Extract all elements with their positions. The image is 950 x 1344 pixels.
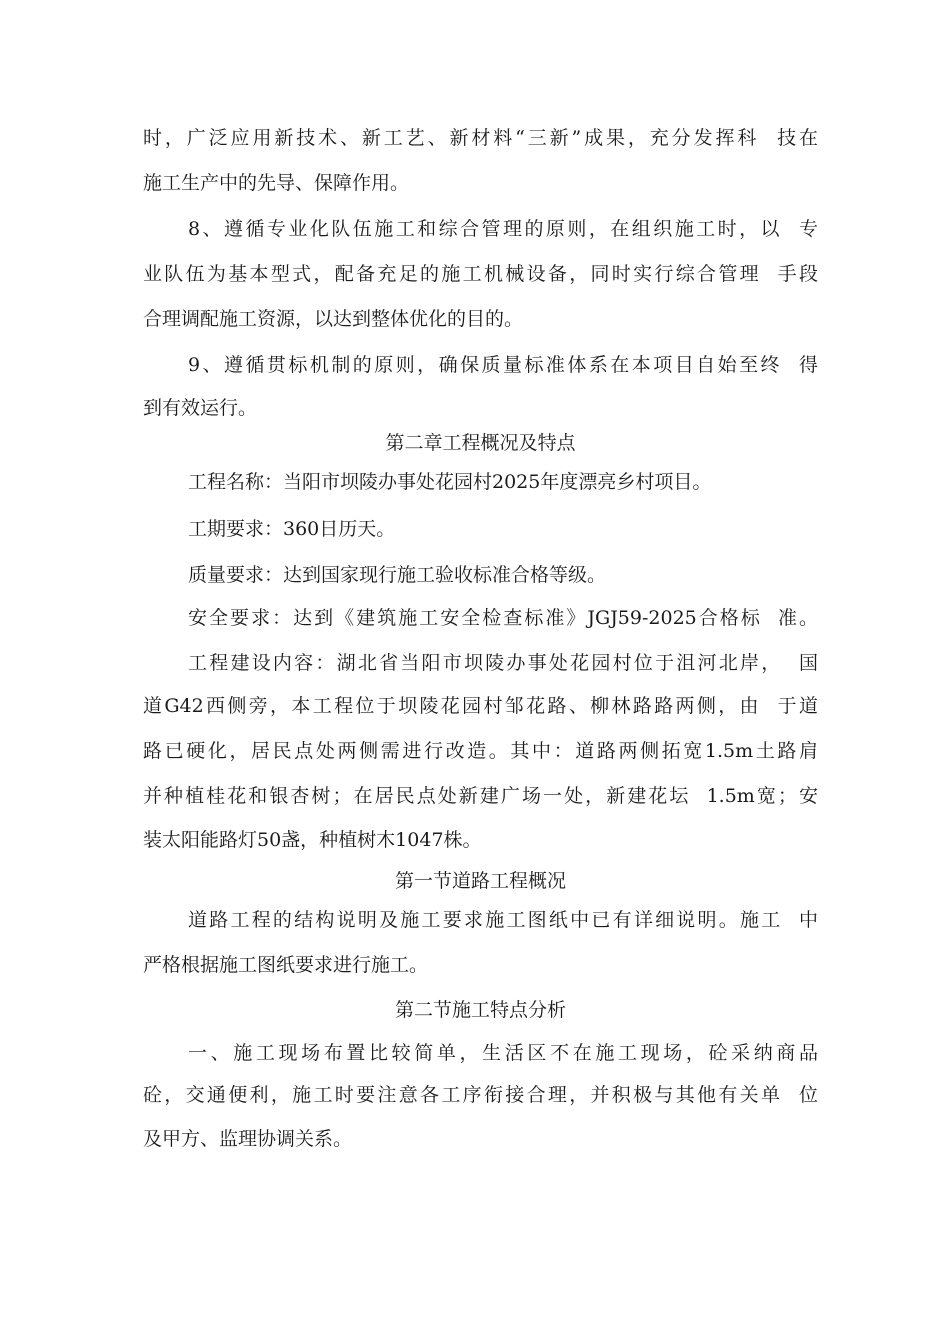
road-work-description-first-line: 道路工程的结构说明及施工要求施工图纸中已有详细说明。施工 中 <box>188 909 818 931</box>
body-text-line: 合理调配施工资源，以达到整体优化的目的。 <box>143 308 524 330</box>
quality-requirement-line: 质量要求：达到国家现行施工验收标准合格等级。 <box>188 564 607 586</box>
body-text-line: 到有效运行。 <box>143 397 258 419</box>
body-text-line: 砼，交通便利，施工时要注意各工序衔接合理，并积极与其他有关单 位 <box>143 1084 818 1106</box>
section-heading: 第一节道路工程概况 <box>394 870 566 892</box>
paragraph-8-first-line: 8、遵循专业化队伍施工和综合管理的原则，在组织施工时，以 专 <box>188 218 818 240</box>
body-text-line: 路已硬化，居民点处两侧需进行改造。其中：道路两侧拓宽1.5m土路肩 <box>143 740 818 762</box>
body-text-line: 严格根据施工图纸要求进行施工。 <box>143 954 429 976</box>
body-text-line: 装太阳能路灯50盏，种植树木1047株。 <box>143 829 482 851</box>
body-text-line: 道G42西侧旁，本工程位于坝陵花园村邹花路、柳林路路两侧，由 于道 <box>143 695 818 717</box>
schedule-requirement-line: 工期要求：360日历天。 <box>188 518 396 540</box>
construction-content-first-line: 工程建设内容：湖北省当阳市坝陵办事处花园村位于沮河北岸， 国 <box>188 652 818 674</box>
body-text-line: 业队伍为基本型式，配备充足的施工机械设备，同时实行综合管理 手段 <box>143 263 818 285</box>
section-heading: 第二节施工特点分析 <box>394 999 566 1021</box>
body-text-line: 时，广泛应用新技术、新工艺、新材料“三新”成果，充分发挥科 技在 <box>143 127 818 149</box>
body-text-line: 施工生产中的先导、保障作用。 <box>143 172 410 194</box>
safety-requirement-line: 安全要求：达到《建筑施工安全检查标准》JGJ59-2025合格标 准。 <box>188 607 818 629</box>
project-name-line: 工程名称：当阳市坝陵办事处花园村2025年度漂亮乡村项目。 <box>188 471 712 493</box>
construction-feature-first-line: 一、施工现场布置比较简单，生活区不在施工现场，砼采纳商品 <box>188 1042 818 1064</box>
body-text-line: 并种植桂花和银杏树；在居民点处新建广场一处，新建花坛 1.5m宽；安 <box>143 785 818 807</box>
paragraph-9-first-line: 9、遵循贯标机制的原则，确保质量标准体系在本项目自始至终 得 <box>188 354 818 376</box>
chapter-heading: 第二章工程概况及特点 <box>385 432 576 454</box>
body-text-line: 及甲方、监理协调关系。 <box>143 1128 353 1150</box>
